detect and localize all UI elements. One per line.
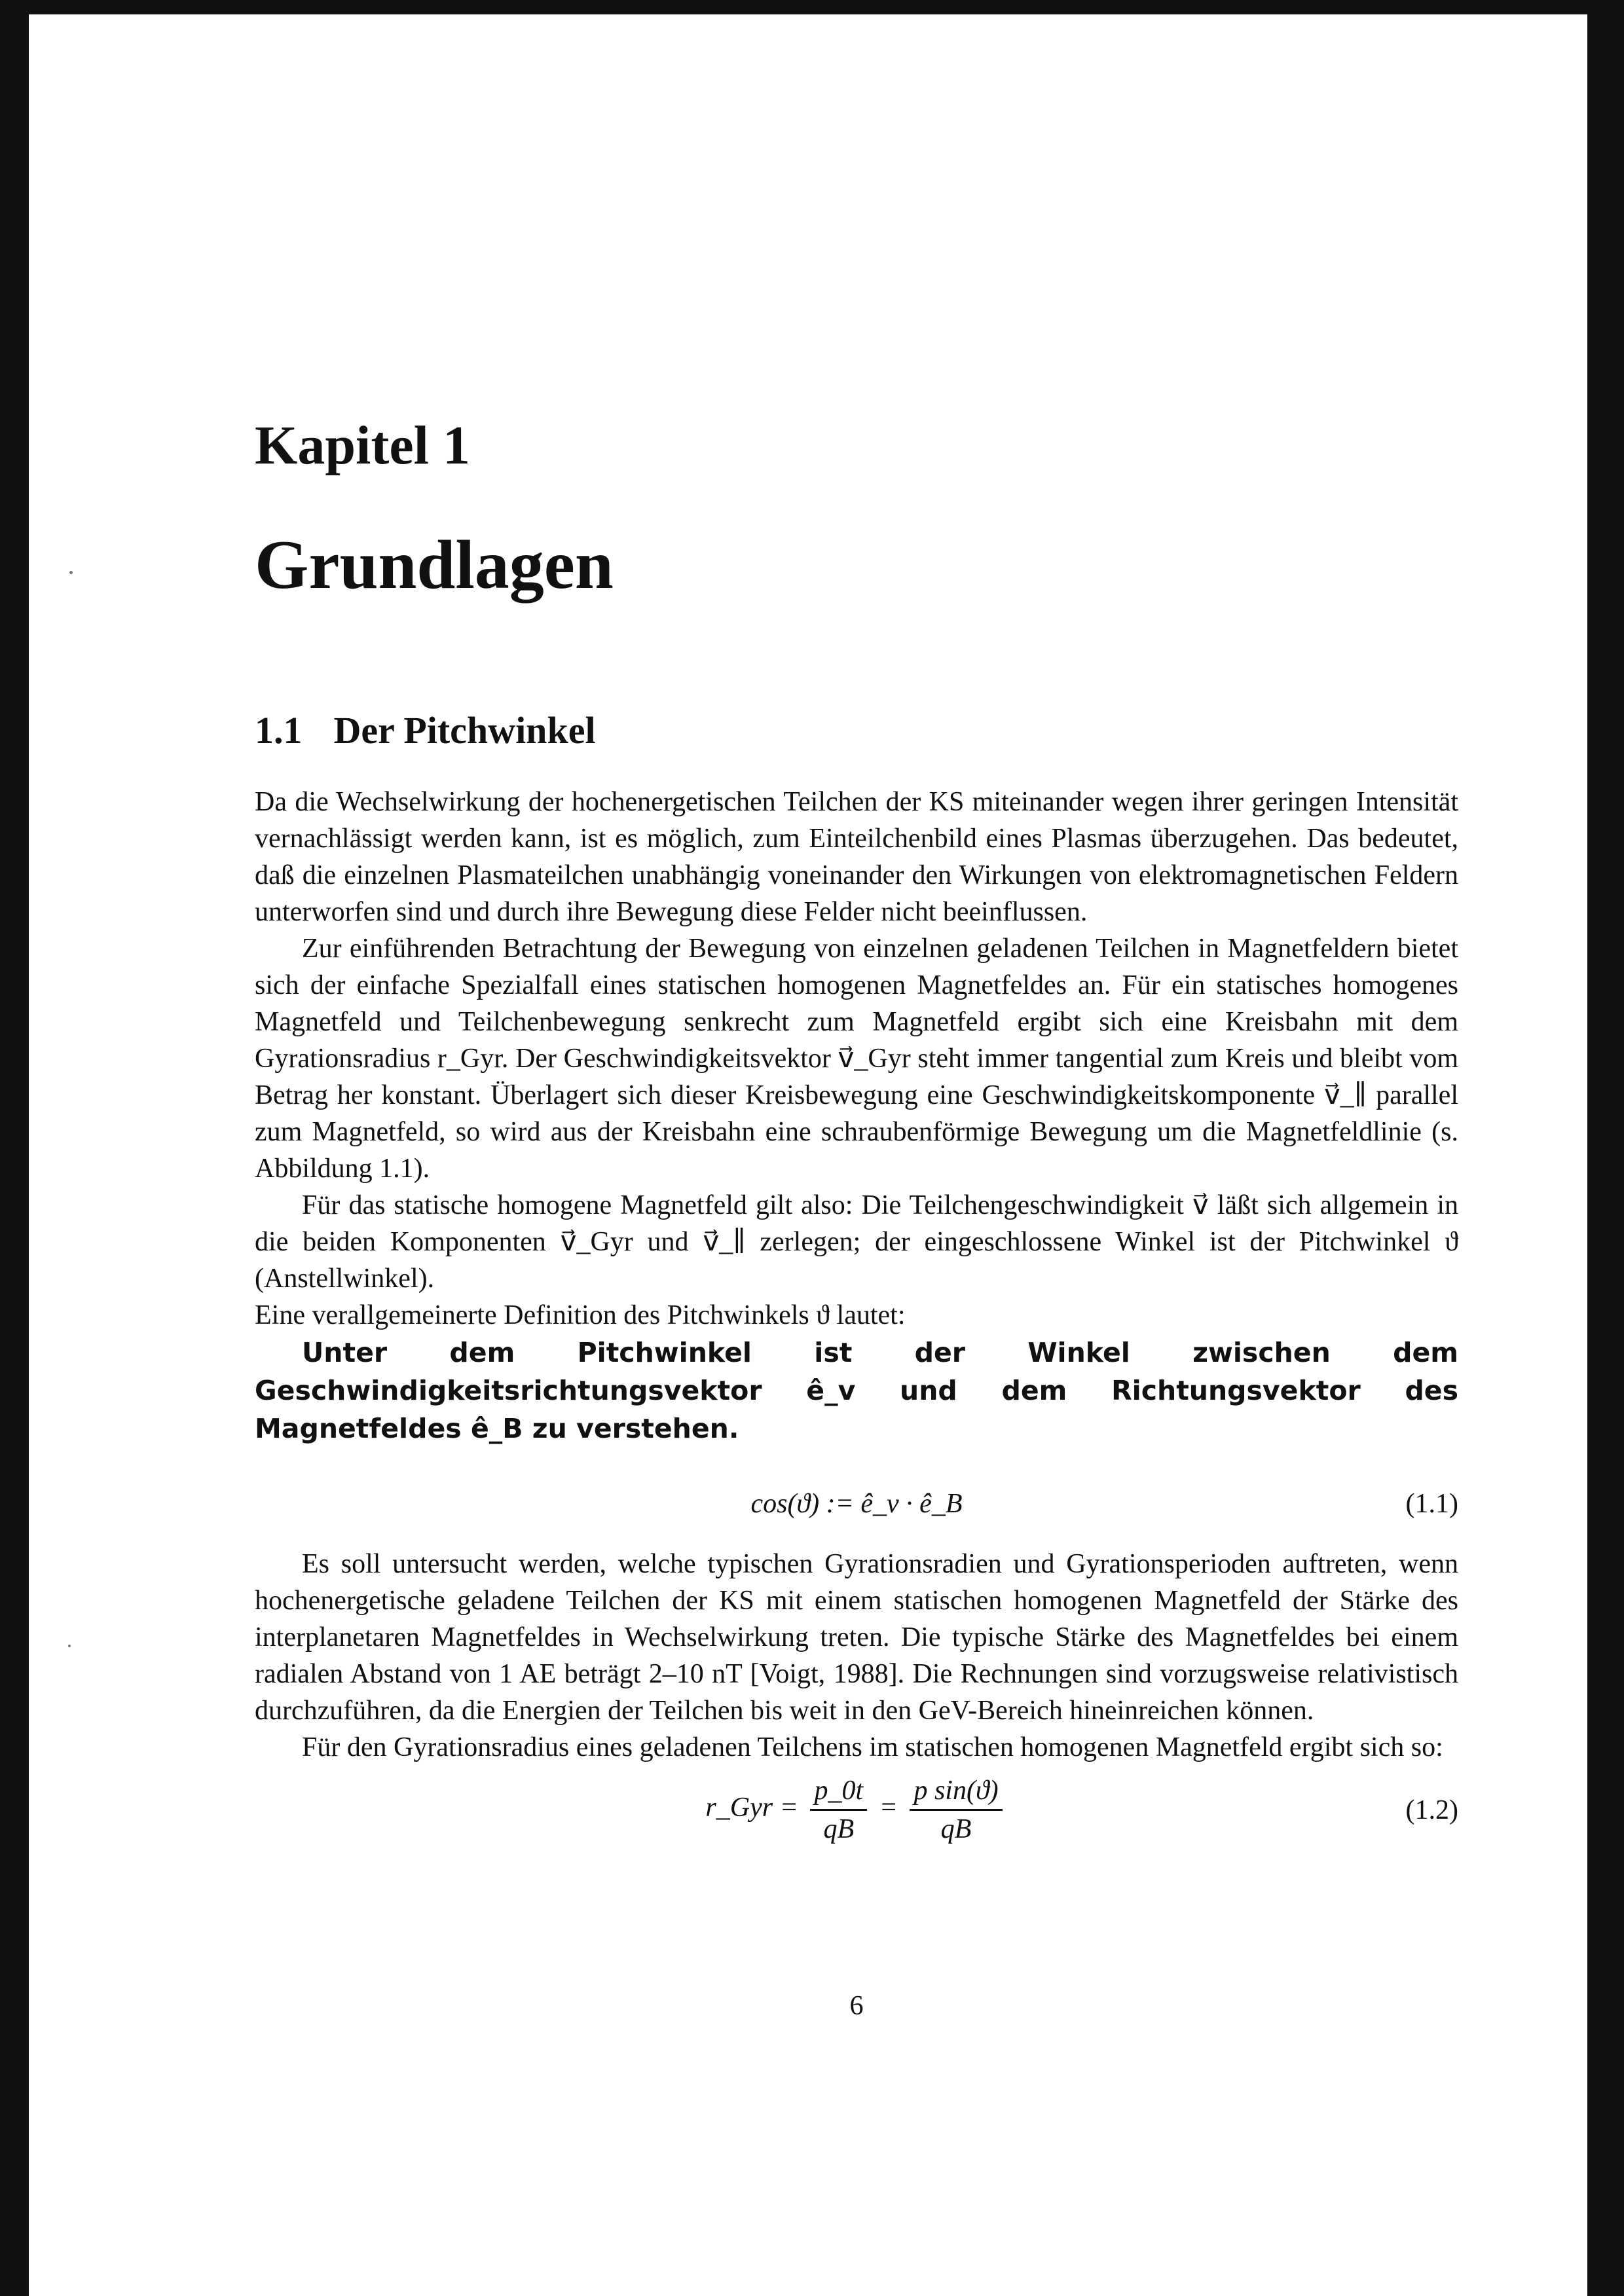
- scan-speck: [68, 1645, 71, 1647]
- paragraph: Da die Wechselwirkung der hochenergetischen Teilchen der KS miteinander wegen ihrer geringen Intensität vernachlässigt werden kann, ist es möglich, zum Einteilchenbild eines Plasmas überzugehen. Das bedeutet, daß die einzelnen Plasmateilchen unabhängig voneinander den Wirkungen von elektromagnetischen Feldern unterworfen sind und durch ihre Bewegung diese Felder nicht beeinflussen.: [255, 787, 1458, 927]
- chapter-title: Grundlagen: [255, 526, 614, 603]
- equation-number: (1.1): [1405, 1489, 1458, 1519]
- fraction-denominator: qB: [823, 1814, 855, 1844]
- equals-sign: =: [879, 1793, 898, 1823]
- equation-1-2: [255, 1766, 1458, 1864]
- equation-body: cos(ϑ) := ê_v · ê_B: [750, 1489, 963, 1519]
- body-text: [255, 784, 1458, 1864]
- paragraph: Für das statische homogene Magnetfeld gilt also: Die Teilchengeschwindigkeit v⃗ läßt sich allgemein in die beiden Komponenten v⃗_Gyr und v⃗_∥ zerlegen; der eingeschlossene Winkel ist der Pitchwinkel ϑ (Anstellwinkel).: [255, 1190, 1458, 1294]
- page-number: 6: [849, 1991, 864, 2021]
- paragraph: Zur einführenden Betrachtung der Bewegung von einzelnen geladenen Teilchen in Magnetfeldern bietet sich der einfache Spezialfall eines statischen homogenen Magnetfeldes an. Für ein statisches homogenes Magnetfeld und Teilchenbewegung senkrecht zum Magnetfeld ergibt sich eine Kreisbahn mit dem Gyrationsradius r_Gyr. Der Geschwindigkeitsvektor v⃗_Gyr steht immer tangential zum Kreis und bleibt vom Betrag her konstant. Überlagert sich dieser Kreisbewegung eine Geschwindigkeitskomponente v⃗_∥ parallel zum Magnetfeld, so wird aus der Kreisbahn eine schraubenförmige Bewegung um die Magnetfeldlinie (s. Abbildung 1.1).: [255, 934, 1458, 1184]
- scan-speck: [69, 571, 73, 574]
- paragraph: Es soll untersucht werden, welche typischen Gyrationsradien und Gyrationsperioden auftreten, wenn hochenergetische geladene Teilchen der KS mit einem statischen homogenen Magnetfeld der Stärke des interplanetaren Magnetfeldes in Wechselwirkung treten. Die typische Stärke des Magnetfeldes bei einem radialen Abstand von 1 AE beträgt 2–10 nT [Voigt, 1988]. Die Rechnungen sind vorzugsweise relativistisch durchzuführen, da die Energien der Teilchen bis weit in den GeV-Bereich hineinreichen können.: [255, 1549, 1458, 1726]
- definition-paragraph: Unter dem Pitchwinkel ist der Winkel zwischen dem Geschwindigkeitsrichtungsvektor ê_v und dem Richtungsvektor des Magnetfeldes ê_B zu verstehen.: [255, 1337, 1458, 1444]
- section-title: Der Pitchwinkel: [333, 709, 596, 752]
- equation-lhs: r_Gyr =: [705, 1793, 798, 1823]
- fraction: [810, 1772, 867, 1848]
- chapter-label: Kapitel 1: [255, 415, 470, 476]
- fraction: [910, 1772, 1002, 1848]
- equation-body: [255, 1772, 1458, 1848]
- fraction-denominator: qB: [940, 1814, 972, 1844]
- section-heading: [255, 708, 596, 752]
- section-number: 1.1: [255, 709, 303, 752]
- page-sheet: [29, 14, 1587, 2296]
- equation-1-1: [255, 1467, 1458, 1546]
- equation-number: (1.2): [1405, 1795, 1458, 1825]
- fraction-numerator: p_0t: [810, 1772, 867, 1811]
- paragraph: Eine verallgemeinerte Definition des Pitchwinkels ϑ lautet:: [255, 1300, 906, 1330]
- fraction-numerator: p sin(ϑ): [910, 1772, 1002, 1811]
- paragraph: Für den Gyrationsradius eines geladenen Teilchens im statischen homogenen Magnetfeld ergibt sich so:: [302, 1732, 1443, 1762]
